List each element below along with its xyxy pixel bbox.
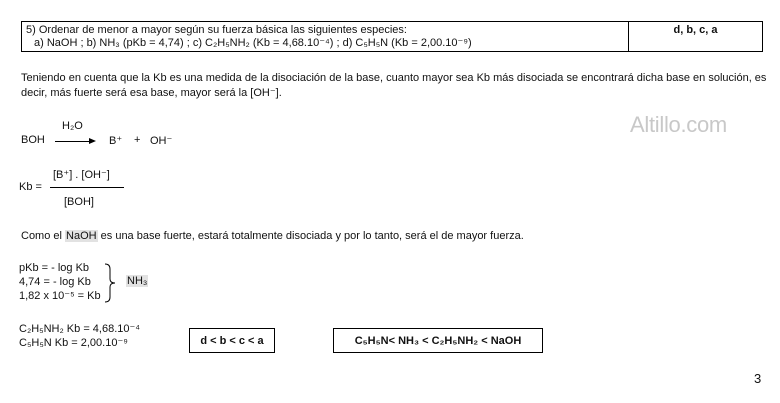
question-answer: d, b, c, a (673, 24, 718, 36)
kb-label: Kb = (19, 181, 42, 193)
naoh-sentence (21, 230, 524, 242)
product-oh-minus: OH⁻ (150, 135, 173, 147)
explanation-paragraph: Teniendo en cuenta que la Kb es una medida de la disociación de la base, cuanto mayor sea Kb más disociada se encontrará dicha base en solución, es decir, más fuerte será esa base, mayor será la [OH⁻]. (21, 72, 767, 99)
question-options: a) NaOH ; b) NH₃ (pKb = 4,74) ; c) C₂H₅NH₂ (Kb = 4,68.10⁻⁴) ; d) C₅H₅N (Kb = 2,00.10⁻⁹) (34, 37, 472, 49)
question-table (21, 21, 763, 52)
naoh-sentence-after: es una base fuerte, estará totalmente disociada y por lo tanto, será el de mayor fuerza. (97, 230, 524, 242)
pkb-line-3: 1,82 x 10⁻⁵ = Kb (19, 290, 101, 302)
pkb-calculation (19, 261, 101, 303)
kb-numerator: [B⁺] . [OH⁻] (53, 169, 110, 181)
naoh-sentence-before: Como el (21, 230, 66, 242)
page-number: 3 (754, 371, 762, 386)
order-species-box: C₅H₅N< NH₃ < C₂H₅NH₂ < NaOH (333, 328, 543, 353)
plus-sign: + (134, 134, 141, 146)
nh3-highlight: NH₃ (127, 275, 148, 287)
pkb-line-2: 4,74 = - log Kb (19, 276, 91, 288)
naoh-highlight: NaOH (66, 230, 97, 242)
question-prompt: Ordenar de menor a mayor según su fuerza básica las siguientes especies: (38, 24, 407, 36)
kb-values (19, 322, 140, 350)
product-b-plus: B⁺ (109, 135, 123, 147)
fraction-line (50, 187, 124, 188)
pkb-line-1: pKb = - log Kb (19, 262, 90, 274)
solvent-h2o: H₂O (62, 120, 83, 132)
altillo-logo: Altillo.com (630, 112, 727, 137)
order-letters-box: d < b < c < a (189, 328, 275, 353)
reaction-arrow (55, 141, 91, 142)
question-number: 5) (26, 24, 36, 36)
question-text (26, 24, 472, 50)
kb-denominator: [BOH] (64, 196, 94, 208)
kb-value-pyridine: C₅H₅N Kb = 2,00.10⁻⁹ (19, 337, 128, 349)
nh3-species (126, 275, 148, 287)
reaction-arrowhead (89, 138, 96, 144)
brace-icon (104, 262, 120, 304)
kb-value-ethylamine: C₂H₅NH₂ Kb = 4,68.10⁻⁴ (19, 323, 141, 335)
reactant-boh: BOH (21, 134, 45, 146)
